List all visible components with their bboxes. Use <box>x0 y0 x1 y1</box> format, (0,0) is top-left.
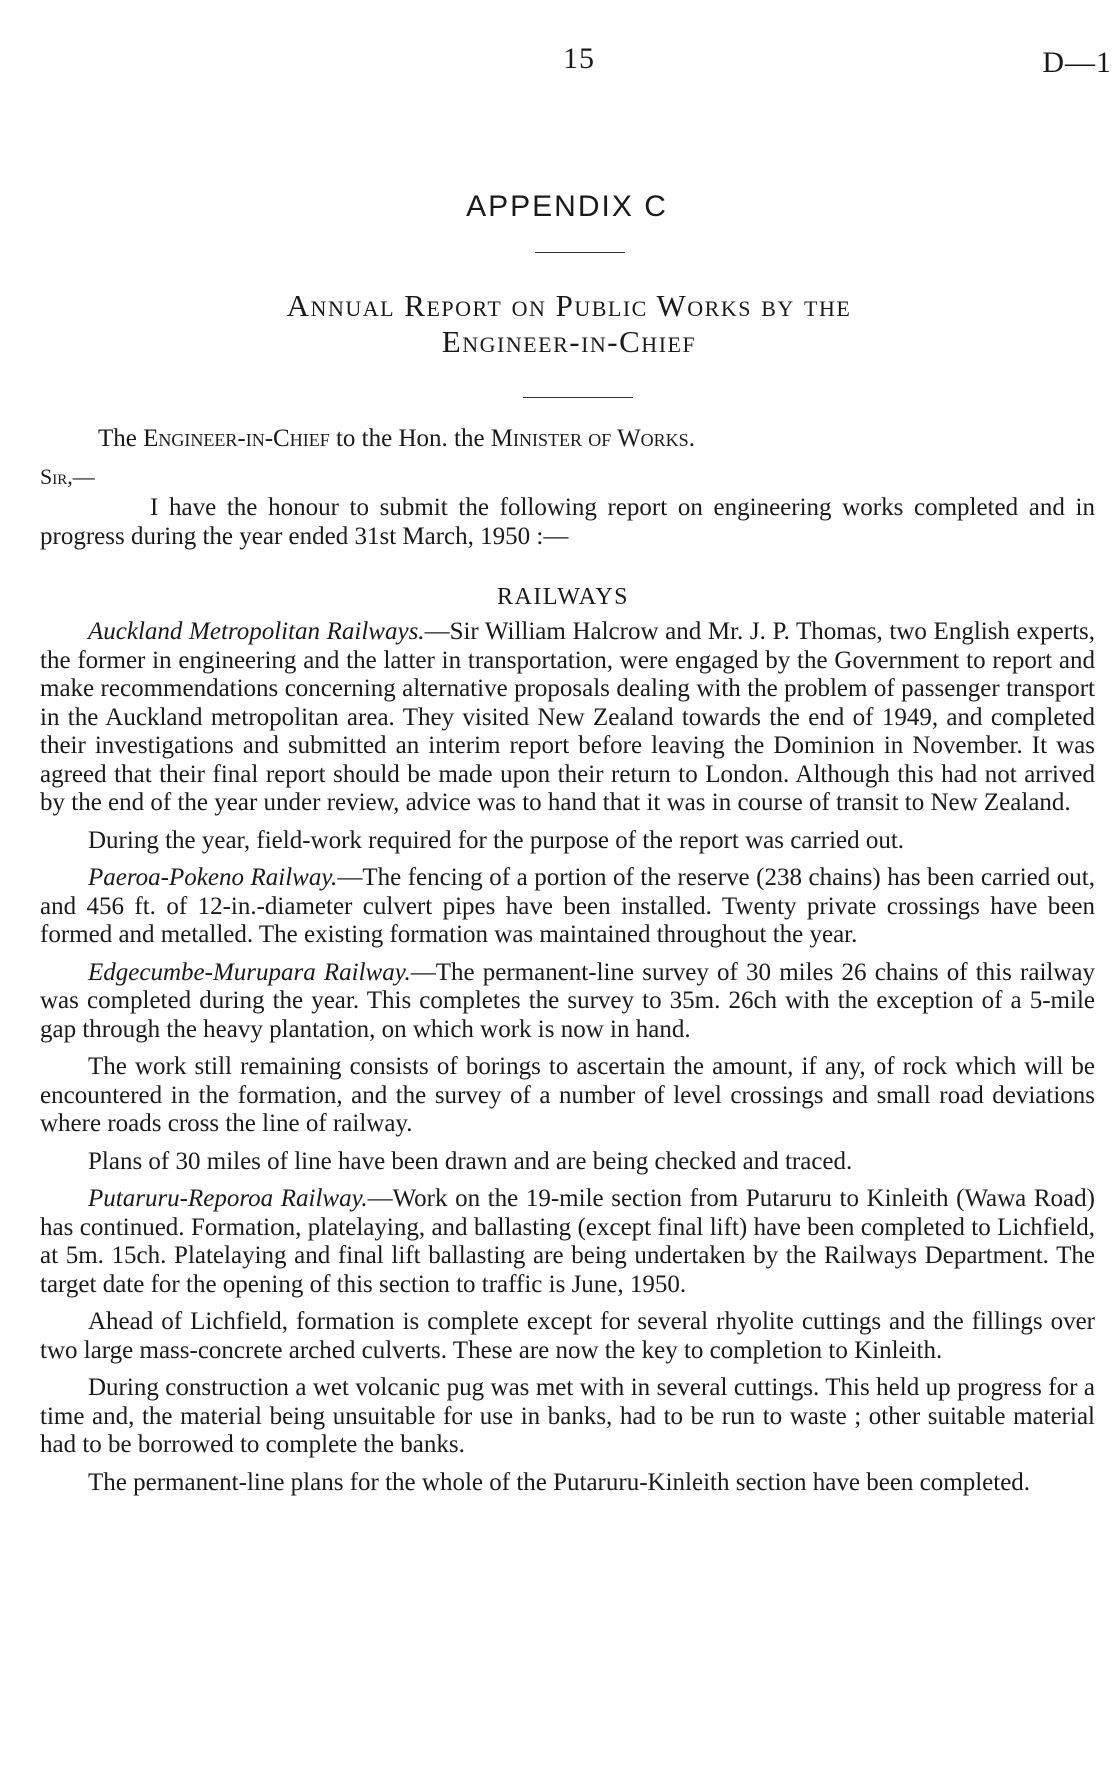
paragraph-putaruru <box>40 1185 1095 1299</box>
salutation-to-the-hon: to the Hon. the <box>335 425 485 452</box>
paragraph-fieldwork: During the year, field-work required for the purpose of the report was carried out. <box>88 826 905 854</box>
paragraph-construction: During construction a wet volcanic pug was met with in several cuttings. This held up progress for a time and, the material being unsuitable for use in banks, had to be run to waste ; other suitable material had to be borrowed to complete the banks. <box>40 1374 1095 1458</box>
paragraph-auckland <box>40 618 1095 818</box>
putaruru-heading: Putaruru-Reporoa Railway. <box>88 1185 368 1212</box>
salutation-to: Minister of Works <box>490 425 689 452</box>
paragraph-remaining-work: The work still remaining consists of borings to ascertain the amount, if any, of rock which will be encountered in the formation, and the survey of a number of level crossings and small road deviations where roads cross the line of railway. <box>40 1053 1095 1137</box>
report-title-line-2: Engineer-in-Chief <box>441 324 697 359</box>
paragraph-edgecumbe <box>40 959 1095 1045</box>
auckland-heading: Auckland Metropolitan Railways. <box>88 618 425 645</box>
salutation-end: . <box>688 425 695 452</box>
auckland-text: —Sir William Halcrow and Mr. J. P. Thomas, two English experts, the former in engineering and the latter in transportation, were engaged by the Government to report and make recommendations concerning alternative proposals dealing with the problem of passenger transport in the Auckland metropolitan area. They visited New Zealand towards the end of 1949, and completed their investigations and submitted an interim report before leaving the Dominion in November. It was agreed that their final report should be made upon their return to London. Although this had not arrived by the end of the year under review, advice was to hand that it was in course of transit to New Zealand. <box>40 618 1095 816</box>
salutation-sir: Sir,— <box>40 464 95 489</box>
title-divider-lower <box>523 397 633 398</box>
putaruru-text: —Work on the 19-mile section from Putaruru to Kinleith (Wawa Road) has continued. Formation, platelaying, and ballasting (except final lift) have been completed to Lichfield, at 5m. 15ch. Platelaying and final lift ballasting are being undertaken by the Railways Department. The target date for the opening of this section to traffic is June, 1950. <box>40 1185 1095 1298</box>
paragraph-lichfield: Ahead of Lichfield, formation is complete except for several rhyolite cuttings and the fillings over two large mass-concrete arched culverts. These are now the key to completion to Kinleith. <box>40 1308 1095 1364</box>
paeroa-text: —The fencing of a portion of the reserve (238 chains) has been carried out, and 456 ft. of 12-in.-diameter culvert pipes have been installed. Twenty private crossings have been formed and metalled. The existing formation was maintained throughout the year. <box>40 864 1095 948</box>
appendix-title: APPENDIX C <box>466 190 668 223</box>
salutation-line <box>98 425 695 453</box>
paragraph-plans: Plans of 30 miles of line have been drawn and are being checked and traced. <box>88 1147 853 1175</box>
salutation-the: The <box>98 425 137 452</box>
paragraph-permanent-plans: The permanent-line plans for the whole of the Putaruru-Kinleith section have been completed. <box>88 1468 1031 1496</box>
title-divider <box>535 252 625 253</box>
report-title-line-1: Annual Report on Public Works by the <box>286 288 852 323</box>
page-header <box>0 42 1114 82</box>
edgecumbe-text: —The permanent-line survey of 30 miles 26 chains of this railway was completed during the year. This completes the survey to 35m. 26ch with the exception of a 5-mile gap through the heavy plantation, on which work is now in hand. <box>40 958 1095 1043</box>
page-number: 15 <box>563 42 595 75</box>
edgecumbe-heading: Edgecumbe-Murupara Railway. <box>88 958 411 986</box>
salutation-from: Engineer-in-Chief <box>143 425 330 452</box>
intro-paragraph-block <box>40 494 1095 560</box>
section-heading-railways: RAILWAYS <box>496 584 629 610</box>
paeroa-heading: Paeroa-Pokeno Railway. <box>88 864 338 891</box>
document-code: D—1 <box>1042 46 1112 79</box>
railways-body <box>40 618 1095 1506</box>
paragraph-paeroa <box>40 864 1095 950</box>
intro-paragraph: I have the honour to submit the following report on engineering works completed and in progress during the year ended 31st March, 1950 :— <box>40 494 1095 550</box>
report-title <box>0 288 1114 360</box>
